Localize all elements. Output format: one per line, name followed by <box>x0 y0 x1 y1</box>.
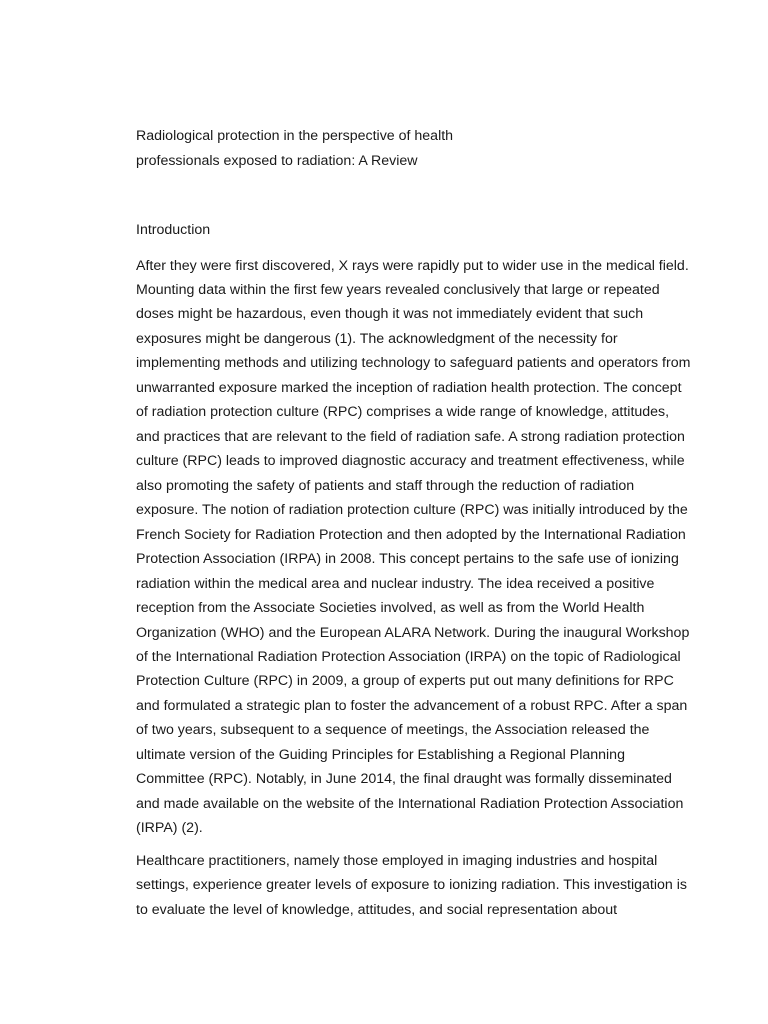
text-line: implementing methods and utilizing technology to safeguard patients and operators from <box>136 355 691 372</box>
text-line: After they were first discovered, X rays were rapidly put to wider use in the medical field. <box>136 257 689 274</box>
text-line: Organization (WHO) and the European ALARA Network. During the inaugural Workshop <box>136 624 690 641</box>
document-title <box>136 124 676 173</box>
paragraph-2 <box>136 849 687 922</box>
section-heading-introduction: Introduction <box>136 222 211 238</box>
text-line: French Society for Radiation Protection and then adopted by the International Radiation <box>136 526 686 543</box>
text-line: to evaluate the level of knowledge, attitudes, and social representation about <box>136 901 618 918</box>
text-line: also promoting the safety of patients and staff through the reduction of radiation <box>136 477 635 494</box>
document-body <box>136 124 691 922</box>
text-line: Healthcare practitioners, namely those employed in imaging industries and hospital <box>136 852 658 869</box>
text-line: of the International Radiation Protection Association (IRPA) on the topic of Radiological <box>136 649 681 665</box>
text-line: of radiation protection culture (RPC) comprises a wide range of knowledge, attitudes, <box>136 404 670 421</box>
text-line: of two years, subsequent to a sequence of meetings, the Association released the <box>136 722 650 739</box>
text-line: reception from the Associate Societies involved, as well as from the World Health <box>136 600 645 617</box>
text-line: Mounting data within the first few years revealed conclusively that large or repeated <box>136 281 660 298</box>
text-line: (IRPA) (2). <box>136 820 203 837</box>
text-line: Protection Association (IRPA) in 2008. This concept pertains to the safe use of ionizing <box>136 551 679 568</box>
text-line: culture (RPC) leads to improved diagnostic accuracy and treatment effectiveness, while <box>136 453 685 470</box>
text-line: radiation within the medical area and nuclear industry. The idea received a positive <box>136 575 655 592</box>
paragraph-1 <box>136 254 691 841</box>
title-line: Radiological protection in the perspective of health <box>136 128 454 144</box>
text-line: Committee (RPC). Notably, in June 2014, the final draught was formally disseminated <box>136 771 672 788</box>
text-line: doses might be hazardous, even though it was not immediately evident that such <box>136 306 644 323</box>
text-line: and made available on the website of the International Radiation Protection Association <box>136 795 684 812</box>
title-line: professionals exposed to radiation: A Review <box>136 152 418 169</box>
text-line: and formulated a strategic plan to foster the advancement of a robust RPC. After a span <box>136 697 688 714</box>
text-line: ultimate version of the Guiding Principles for Establishing a Regional Planning <box>136 746 625 763</box>
text-line: settings, experience greater levels of exposure to ionizing radiation. This investigation is <box>136 877 687 894</box>
text-line: unwarranted exposure marked the inception of radiation health protection. The concept <box>136 379 682 396</box>
text-line: and practices that are relevant to the field of radiation safe. A strong radiation protection <box>136 428 685 445</box>
text-line: exposure. The notion of radiation protection culture (RPC) was initially introduced by the <box>136 502 688 519</box>
text-line: Protection Culture (RPC) in 2009, a group of experts put out many definitions for RPC <box>136 673 674 690</box>
text-line: exposures might be dangerous (1). The acknowledgment of the necessity for <box>136 330 618 347</box>
